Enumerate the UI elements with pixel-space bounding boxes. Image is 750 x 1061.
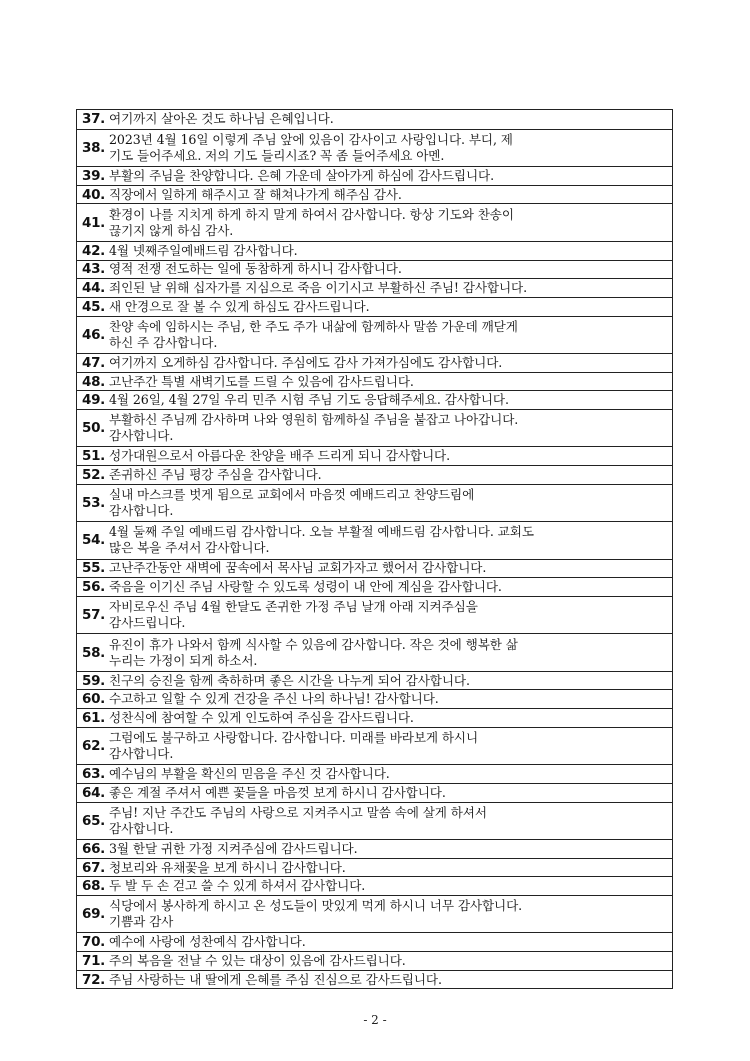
item-number: 64. [82, 784, 106, 801]
table-row [77, 297, 672, 316]
item-number: 48. [82, 373, 106, 390]
item-number: 72. [82, 971, 106, 988]
item-text: 2023년 4월 16일 이렇게 주님 앞에 있음이 감사이고 사랑입니다. 부디, 제 기도 들어주세요. 저의 기도 들리시죠? 꼭 좀 들어주세요 아멘. [109, 131, 513, 163]
item-number: 67. [82, 859, 106, 876]
table-row [77, 671, 672, 690]
item-text: 여기까지 오게하심 감사합니다. 주심에도 감사 가져가심에도 감사합니다. [109, 354, 503, 370]
item-text: 좋은 계절 주셔서 예쁜 꽃들을 마음껏 보게 하시니 감사합니다. [109, 784, 446, 800]
table-row [77, 708, 672, 727]
table-row [77, 316, 672, 353]
table-row [77, 577, 672, 596]
table-row [77, 727, 672, 764]
table-row [77, 110, 672, 129]
item-text: 찬양 속에 임하시는 주님, 한 주도 주가 내삶에 함께하사 말씀 가운데 깨닫게 하신 주 감사합니다. [109, 318, 518, 350]
item-text: 성가대원으로서 아름다운 찬양을 배주 드리게 되니 감사합니다. [109, 448, 451, 464]
item-number: 55. [82, 560, 106, 577]
table-row [77, 839, 672, 858]
item-text: 식당에서 봉사하게 하시고 온 성도들이 맛있게 먹게 하시니 너무 감사합니다. 기쁨과 감사 [109, 898, 523, 930]
table-row [77, 465, 672, 484]
item-text: 실내 마스크를 벗게 됨으로 교회에서 마음껏 예배드리고 찬양드림에 감사합니다. [109, 487, 475, 518]
table-row [77, 372, 672, 391]
table-row [77, 932, 672, 951]
item-number: 50. [82, 420, 106, 437]
table-row [77, 876, 672, 895]
item-text: 새 안경으로 잘 볼 수 있게 하심도 감사드립니다. [109, 298, 370, 314]
table-row [77, 802, 672, 839]
item-number: 39. [82, 167, 106, 184]
item-number: 47. [82, 354, 106, 371]
item-text: 영적 전쟁 전도하는 일에 동참하게 하시니 감사합니다. [109, 261, 402, 277]
item-number: 46. [82, 326, 106, 343]
item-number: 62. [82, 738, 106, 754]
item-text: 주님! 지난 주간도 주님의 사랑으로 지켜주시고 말씀 속에 살게 하셔서 감사합니다. [109, 804, 487, 836]
page-number: - 2 - [363, 1013, 387, 1027]
item-text: 예수님의 부활을 확신의 믿음을 주신 것 감사합니다. [109, 766, 390, 782]
item-number: 63. [82, 766, 106, 783]
table-row [77, 185, 672, 204]
item-number: 42. [82, 242, 106, 259]
item-text: 죽음을 이기신 주님 사랑할 수 있도록 성령이 내 안에 계심을 감사합니다. [109, 579, 502, 595]
item-text: 자비로우신 주님 4월 한달도 존귀한 가정 주님 날개 아래 지켜주심을 감사드립니다. [109, 599, 478, 631]
item-number: 60. [82, 691, 106, 708]
thanksgiving-table [76, 109, 673, 989]
item-text: 죄인된 날 위해 십자가를 지심으로 죽음 이기시고 부활하신 주님! 감사합니다. [109, 280, 528, 296]
table-row [77, 260, 672, 279]
item-text: 두 발 두 손 걷고 쓸 수 있게 하셔서 감사합니다. [109, 878, 366, 894]
item-number: 53. [82, 495, 106, 511]
item-text: 고난주간 특별 새벽기도를 드릴 수 있음에 감사드립니다. [109, 373, 414, 389]
item-number: 71. [82, 952, 106, 969]
item-text: 예수에 사랑에 성찬예식 감사합니다. [109, 934, 306, 950]
item-number: 38. [82, 139, 106, 156]
table-row [77, 129, 672, 166]
item-text: 유진이 휴가 나와서 함께 식사할 수 있음에 감사합니다. 작은 것에 행복한 삶 누리는 가정이 되게 하소서. [109, 636, 518, 668]
item-number: 65. [82, 812, 106, 829]
item-number: 49. [82, 392, 106, 409]
table-row [77, 409, 672, 446]
item-text: 고난주간동안 새벽에 꿈속에서 목사님 교회가자고 했어서 감사합니다. [109, 560, 487, 576]
item-text: 4월 둘째 주일 예배드림 감사합니다. 오늘 부활절 예배드림 감사합니다. 교회도 많은 복을 주셔서 감사합니다. [109, 524, 534, 556]
table-row [77, 951, 672, 970]
item-number: 70. [82, 934, 106, 951]
table-row [77, 278, 672, 297]
item-text: 여기까지 살아온 것도 하나님 은혜입니다. [109, 111, 334, 127]
table-row [77, 446, 672, 465]
item-text: 환경이 나를 지치게 하게 하지 말게 하여서 감사합니다. 항상 기도와 찬송이 끊기지 않게 하심 감사. [109, 206, 514, 238]
item-number: 40. [82, 186, 106, 203]
item-text: 그럼에도 불구하고 사랑합니다. 감사합니다. 미래를 바라보게 하시니 감사합니다. [109, 730, 479, 761]
item-number: 68. [82, 878, 106, 895]
table-row [77, 689, 672, 708]
item-number: 66. [82, 840, 106, 857]
table-row [77, 783, 672, 802]
table-row [77, 559, 672, 578]
item-text: 존귀하신 주님 평강 주심을 감사합니다. [109, 466, 322, 482]
item-number: 57. [82, 607, 106, 624]
table-row [77, 203, 672, 240]
item-text: 4월 26일, 4월 27일 우리 민주 시험 주님 기도 응답해주세요. 감사합니다. [109, 392, 509, 408]
item-text: 친구의 승진을 함께 축하하며 좋은 시간을 나누게 되어 감사합니다. [109, 672, 470, 688]
table-row [77, 241, 672, 260]
table-row [77, 858, 672, 877]
item-number: 45. [82, 298, 106, 315]
table-row [77, 166, 672, 185]
item-number: 41. [82, 214, 106, 231]
item-text: 3월 한달 귀한 가정 지켜주심에 감사드립니다. [109, 840, 358, 856]
item-text: 직장에서 일하게 해주시고 잘 해쳐나가게 해주심 감사. [109, 186, 402, 202]
table-row [77, 633, 672, 670]
item-number: 56. [82, 579, 106, 596]
item-number: 61. [82, 709, 106, 726]
item-number: 54. [82, 532, 106, 549]
item-number: 59. [82, 672, 106, 689]
table-row [77, 390, 672, 409]
item-text: 4월 넷째주일예배드림 감사합니다. [109, 242, 298, 258]
table-row [77, 895, 672, 932]
item-text: 성찬식에 참여할 수 있게 인도하여 주심을 감사드립니다. [109, 709, 414, 725]
table-row [77, 484, 672, 521]
item-number: 69. [82, 906, 106, 923]
item-number: 37. [82, 111, 106, 128]
item-number: 44. [82, 280, 106, 297]
table-row [77, 764, 672, 783]
item-text: 부활하신 주님께 감사하며 나와 영원히 함께하실 주님을 붙잡고 나아갑니다. 감사합니다. [109, 412, 519, 444]
item-number: 43. [82, 261, 106, 278]
table-row [77, 353, 672, 372]
table-row [77, 970, 672, 989]
item-text: 주님 사랑하는 내 딸에게 은혜를 주심 진심으로 감사드립니다. [109, 971, 442, 987]
table-row [77, 521, 672, 558]
item-text: 청보리와 유채꽃을 보게 하시니 감사합니다. [109, 859, 346, 875]
item-text: 수고하고 일할 수 있게 건강을 주신 나의 하나님! 감사합니다. [109, 691, 439, 707]
item-text: 부활의 주님을 찬양합니다. 은혜 가운데 살아가게 하심에 감사드립니다. [109, 167, 495, 183]
item-number: 58. [82, 644, 106, 661]
item-text: 주의 복음을 전날 수 있는 대상이 있음에 감사드립니다. [109, 952, 406, 968]
item-number: 52. [82, 466, 106, 483]
item-number: 51. [82, 448, 106, 465]
table-row [77, 596, 672, 633]
